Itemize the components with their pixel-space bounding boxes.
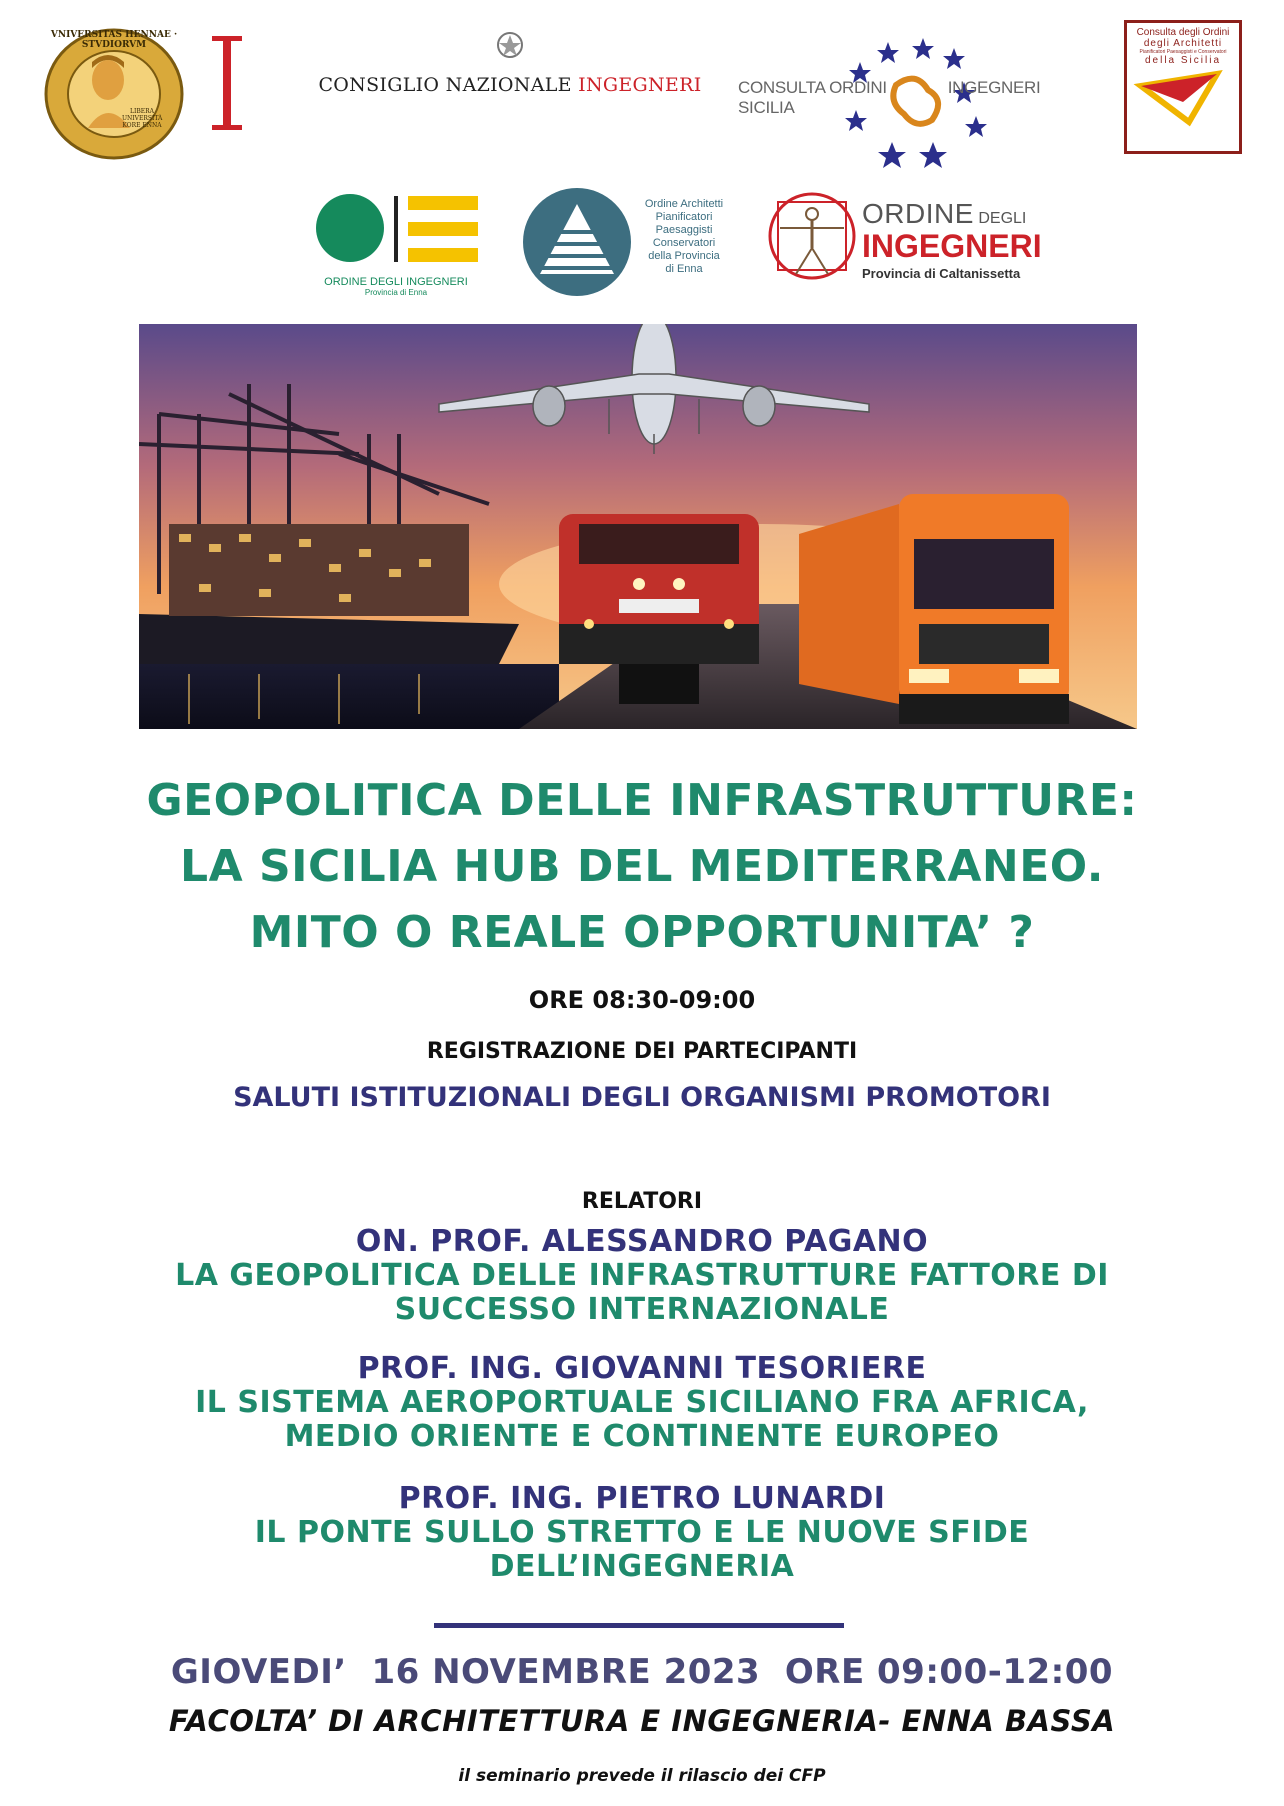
consulta-architetti-logo bbox=[1124, 20, 1242, 154]
architetti-enna-text bbox=[630, 198, 738, 276]
vitruvian-circle-icon bbox=[766, 188, 858, 284]
ordine-cl-ingegneri: INGEGNERI bbox=[862, 228, 1042, 264]
cni-left: CONSIGLIO NAZIONALE bbox=[318, 74, 572, 96]
consulta-architetti-l4: della Sicilia bbox=[1144, 55, 1222, 66]
speaker-topic-line-1: IL PONTE SULLO STRETTO E LE NUOVE SFIDE bbox=[254, 1515, 1030, 1550]
registration-time: ORE 08:30-09:00 bbox=[528, 986, 756, 1014]
red-i-logo bbox=[206, 36, 248, 130]
speakers-heading: RELATORI bbox=[581, 1189, 703, 1214]
architetti-enna-l5: della Provincia bbox=[648, 250, 720, 262]
title-line-3: MITO O REALE OPPORTUNITA’ ? bbox=[249, 907, 1035, 958]
ordine-enna-name: ORDINE DEGLI INGEGNERI bbox=[324, 276, 468, 288]
speaker-topic-line-1: LA GEOPOLITICA DELLE INFRASTRUTTURE FATTORE DI bbox=[175, 1258, 1109, 1293]
speaker-name: PROF. ING. PIETRO LUNARDI bbox=[398, 1481, 886, 1516]
title-line-1: GEOPOLITICA DELLE INFRASTRUTTURE: bbox=[146, 775, 1138, 826]
speaker-block bbox=[0, 1352, 1284, 1454]
ordine-cl-ordine: ORDINE bbox=[862, 198, 974, 229]
ordine-enna-sub: Provincia di Enna bbox=[364, 288, 428, 297]
consulta-architetti-l3: Pianificatori Paesaggisti e Conservatori bbox=[1139, 49, 1227, 55]
cni-right: INGEGNERI bbox=[578, 74, 702, 96]
speaker-name: PROF. ING. GIOVANNI TESORIERE bbox=[357, 1351, 927, 1386]
speaker-block bbox=[0, 1482, 1284, 1584]
architetti-enna-l3: Paesaggisti bbox=[655, 224, 713, 236]
speaker-block bbox=[0, 1225, 1284, 1327]
consulta-architetti-mark-icon bbox=[1127, 66, 1239, 128]
cni-logo-text bbox=[300, 74, 720, 96]
speaker-topic-line-1: IL SISTEMA AEROPORTUALE SICILIANO FRA AFRICA, bbox=[195, 1385, 1089, 1420]
architetti-enna-l4: Conservatori bbox=[652, 237, 716, 249]
cni-emblem-icon bbox=[494, 28, 526, 60]
event-title bbox=[0, 768, 1284, 966]
architetti-enna-l6: di Enna bbox=[665, 263, 703, 275]
registration-label: REGISTRAZIONE DEI PARTECIPANTI bbox=[426, 1039, 858, 1064]
ordine-ingegneri-enna-logo bbox=[308, 190, 484, 300]
title-line-2: LA SICILIA HUB DEL MEDITERRANEO. bbox=[180, 841, 1104, 892]
consulta-left: CONSULTA ORDINI bbox=[738, 78, 887, 97]
ordine-architetti-enna-logo bbox=[522, 186, 632, 298]
speaker-topic-line-2: SUCCESSO INTERNAZIONALE bbox=[394, 1292, 890, 1327]
consulta-architetti-l2: degli Architetti bbox=[1143, 38, 1223, 49]
consulta-text bbox=[738, 78, 1098, 118]
speaker-topic-line-2: DELL’INGEGNERIA bbox=[489, 1549, 795, 1584]
ordine-cl-text bbox=[862, 198, 1062, 281]
transport-hero-image bbox=[139, 324, 1137, 729]
ordine-cl-sub: Provincia di Caltanissetta bbox=[862, 266, 1021, 281]
university-seal-logo bbox=[44, 28, 184, 160]
speaker-topic-line-2: MEDIO ORIENTE E CONTINENTE EUROPEO bbox=[284, 1419, 1000, 1454]
event-venue: FACOLTA’ DI ARCHITETTURA E INGEGNERIA- ENNA BASSA bbox=[168, 1704, 1116, 1738]
event-datetime: GIOVEDI’ 16 NOVEMBRE 2023 ORE 09:00-12:00 bbox=[170, 1652, 1114, 1692]
architetti-enna-l1: Ordine Architetti bbox=[644, 198, 724, 210]
university-seal-center-text: LIBERA UNIVERSITÀ KORE ENNA bbox=[122, 108, 163, 129]
architetti-enna-l2: Pianificatori bbox=[655, 211, 713, 223]
university-seal-text: VNIVERSITAS HENNAE · STVDIORVM bbox=[50, 30, 178, 50]
greetings-label: SALUTI ISTITUZIONALI DEGLI ORGANISMI PROMOTORI bbox=[233, 1082, 1051, 1113]
speaker-name: ON. PROF. ALESSANDRO PAGANO bbox=[355, 1224, 929, 1259]
section-divider bbox=[434, 1623, 844, 1628]
ordine-cl-degli: DEGLI bbox=[978, 210, 1027, 227]
consulta-right: INGEGNERI SICILIA bbox=[738, 78, 1041, 117]
consulta-architetti-l1: Consulta degli Ordini bbox=[1136, 27, 1230, 38]
cfp-note: il seminario prevede il rilascio dei CFP bbox=[458, 1766, 826, 1786]
